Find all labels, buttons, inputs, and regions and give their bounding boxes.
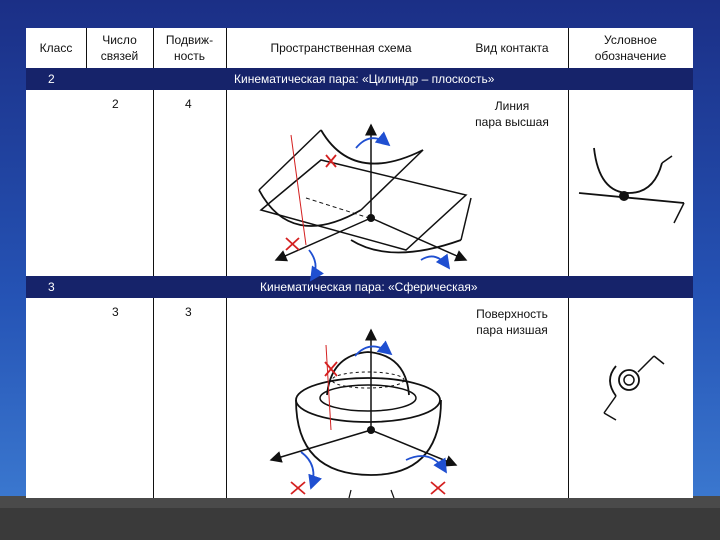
kinematic-pairs-table — [26, 28, 693, 498]
grid-line — [226, 90, 227, 276]
spherical-symbol — [574, 338, 694, 448]
grid-line — [568, 28, 569, 68]
grid-line — [226, 298, 227, 498]
grid-line — [226, 28, 227, 68]
header-scheme: Пространственная схема — [270, 41, 412, 55]
row1-links: 2 — [112, 97, 119, 111]
grid-line — [153, 298, 154, 498]
grid-line — [153, 28, 154, 68]
header-mobility: Подвиж- ность — [165, 33, 214, 63]
row2-contact: Поверхность пара низшая — [476, 307, 548, 337]
header-class: Класс — [39, 41, 73, 55]
header-symbol: Условное обозначение — [594, 33, 667, 63]
row1-class: 2 — [48, 72, 55, 86]
grid-line — [568, 90, 569, 276]
row1-pair-title: Кинематическая пара: «Цилиндр – плоскость» — [234, 72, 495, 86]
grid-line — [86, 28, 87, 68]
row1-contact: Линия пара высшая — [475, 99, 549, 129]
row2-class: 3 — [48, 280, 55, 294]
grid-line — [568, 298, 569, 498]
row1-mobility: 4 — [185, 97, 192, 111]
header-links: Число связей — [100, 33, 139, 63]
grid-line — [153, 90, 154, 276]
header-contact: Вид контакта — [475, 41, 549, 55]
row2-pair-title: Кинематическая пара: «Сферическая» — [260, 280, 478, 294]
bottom-bar — [0, 508, 720, 540]
row2-links: 3 — [112, 305, 119, 319]
cylinder-plane-symbol — [574, 138, 694, 248]
row2-mobility: 3 — [185, 305, 192, 319]
cylinder-plane-scheme — [231, 90, 561, 280]
spherical-scheme — [231, 300, 561, 500]
